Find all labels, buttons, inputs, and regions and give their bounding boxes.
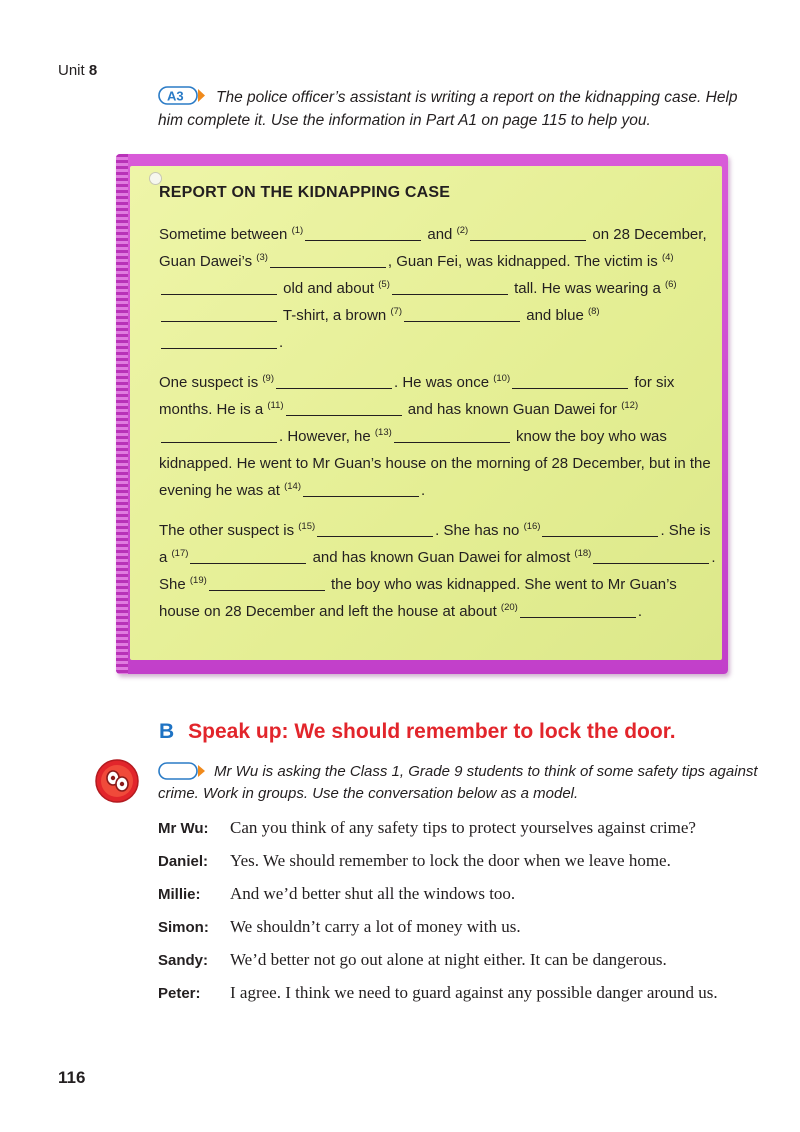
- section-b-letter: B: [159, 720, 175, 743]
- blank-10[interactable]: [512, 387, 628, 389]
- conversation: [158, 816, 748, 1014]
- dialogue-line: [158, 849, 748, 874]
- section-b-heading: [159, 720, 676, 744]
- blank-2[interactable]: [470, 239, 586, 241]
- blank-15[interactable]: [317, 535, 433, 537]
- blank-12[interactable]: [161, 441, 277, 443]
- dialogue-line: [158, 915, 748, 940]
- speaker-line: Can you think of any safety tips to protect yourselves against crime?: [230, 818, 696, 837]
- blank-19[interactable]: [209, 589, 325, 591]
- dialogue-line: [158, 948, 748, 973]
- page-number: 116: [58, 1068, 86, 1087]
- blank-16[interactable]: [542, 535, 658, 537]
- blank-1[interactable]: [305, 239, 421, 241]
- blank-20[interactable]: [520, 616, 636, 618]
- dialogue-line: [158, 882, 748, 907]
- speaker-line: We’d better not go out alone at night either. It can be dangerous.: [230, 950, 667, 969]
- blank-18[interactable]: [593, 562, 709, 564]
- blank-4[interactable]: [161, 293, 277, 295]
- dialogue-line: [158, 981, 748, 1006]
- blank-17[interactable]: [190, 562, 306, 564]
- blank-14[interactable]: [303, 495, 419, 497]
- blank-11[interactable]: [286, 414, 402, 416]
- speaker-name: Millie:: [158, 886, 201, 903]
- speaker-name: Mr Wu:: [158, 820, 209, 837]
- blank-6[interactable]: [161, 320, 277, 322]
- speaker-line: We shouldn’t carry a lot of money with us.: [230, 917, 521, 936]
- dialogue-line: [158, 816, 748, 841]
- section-b-instruction: Mr Wu is asking the Class 1, Grade 9 students to think of some safety tips against crime. Work in groups. Use the conversation below as a model.: [158, 763, 758, 802]
- report-title: REPORT ON THE KIDNAPPING CASE: [159, 184, 451, 201]
- report-paragraph-2: One suspect is $^{(9)}$ . He was once $^{(10)}$ for six months. He is a $^{(11)}$ and has known Guan Dawei for $^{(12)}$. However, he $^{(13)}$ know the boy who was kidnapped. He went to Mr Guan’s house on the morning of 28 December, but in the evening he was at $^{(14)}$ .: [159, 373, 711, 499]
- speaker-name: Daniel:: [158, 853, 209, 870]
- speaker-line: I agree. I think we need to guard against any possible danger around us.: [230, 983, 718, 1002]
- speaker-name: Peter:: [158, 985, 201, 1002]
- a3-tag-label: A3: [167, 88, 184, 104]
- blank-3[interactable]: [270, 266, 386, 268]
- unit-header: [58, 62, 97, 79]
- blank-9[interactable]: [276, 387, 392, 389]
- blank-13[interactable]: [394, 441, 510, 443]
- section-b-title: Speak up: We should remember to lock the door.: [188, 720, 676, 743]
- blank-5[interactable]: [392, 293, 508, 295]
- blank-7[interactable]: [404, 320, 520, 322]
- speak-up-icon: [94, 758, 140, 804]
- speaker-line: Yes. We should remember to lock the door when we leave home.: [230, 851, 671, 870]
- unit-label: Unit: [58, 62, 85, 79]
- report-paragraph-1: Sometime between $^{(1)}$ and $^{(2)}$ on 28 December, Guan Dawei’s $^{(3)}$ , Guan Fei, was kidnapped. The victim is $^{(4)}$ old and about $^{(5)}$ tall. He was wearing a $^{(6)}$ T-shirt, a brown $^{(7)}$ and blue $^{(8)}$.: [159, 225, 707, 351]
- speaker-name: Simon:: [158, 919, 209, 936]
- speaker-name: Sandy:: [158, 952, 209, 969]
- unit-number: 8: [88, 62, 98, 79]
- report-paragraph-3: The other suspect is $^{(15)}$ . She has no $^{(16)}$ . She is a $^{(17)}$ and has known Guan Dawei for almost $^{(18)}$ . She $^{(19)}$ the boy who was kidnapped. She went to Mr Guan’s house on 28 December and left the house at about $^{(20)}$ .: [159, 521, 716, 620]
- a3-instruction: The police officer’s assistant is writing a report on the kidnapping case. Help him complete it. Use the information in Part A1 on page 115 to help you.: [158, 89, 738, 129]
- blank-8[interactable]: [161, 347, 277, 349]
- speaker-line: And we’d better shut all the windows too.: [230, 884, 516, 903]
